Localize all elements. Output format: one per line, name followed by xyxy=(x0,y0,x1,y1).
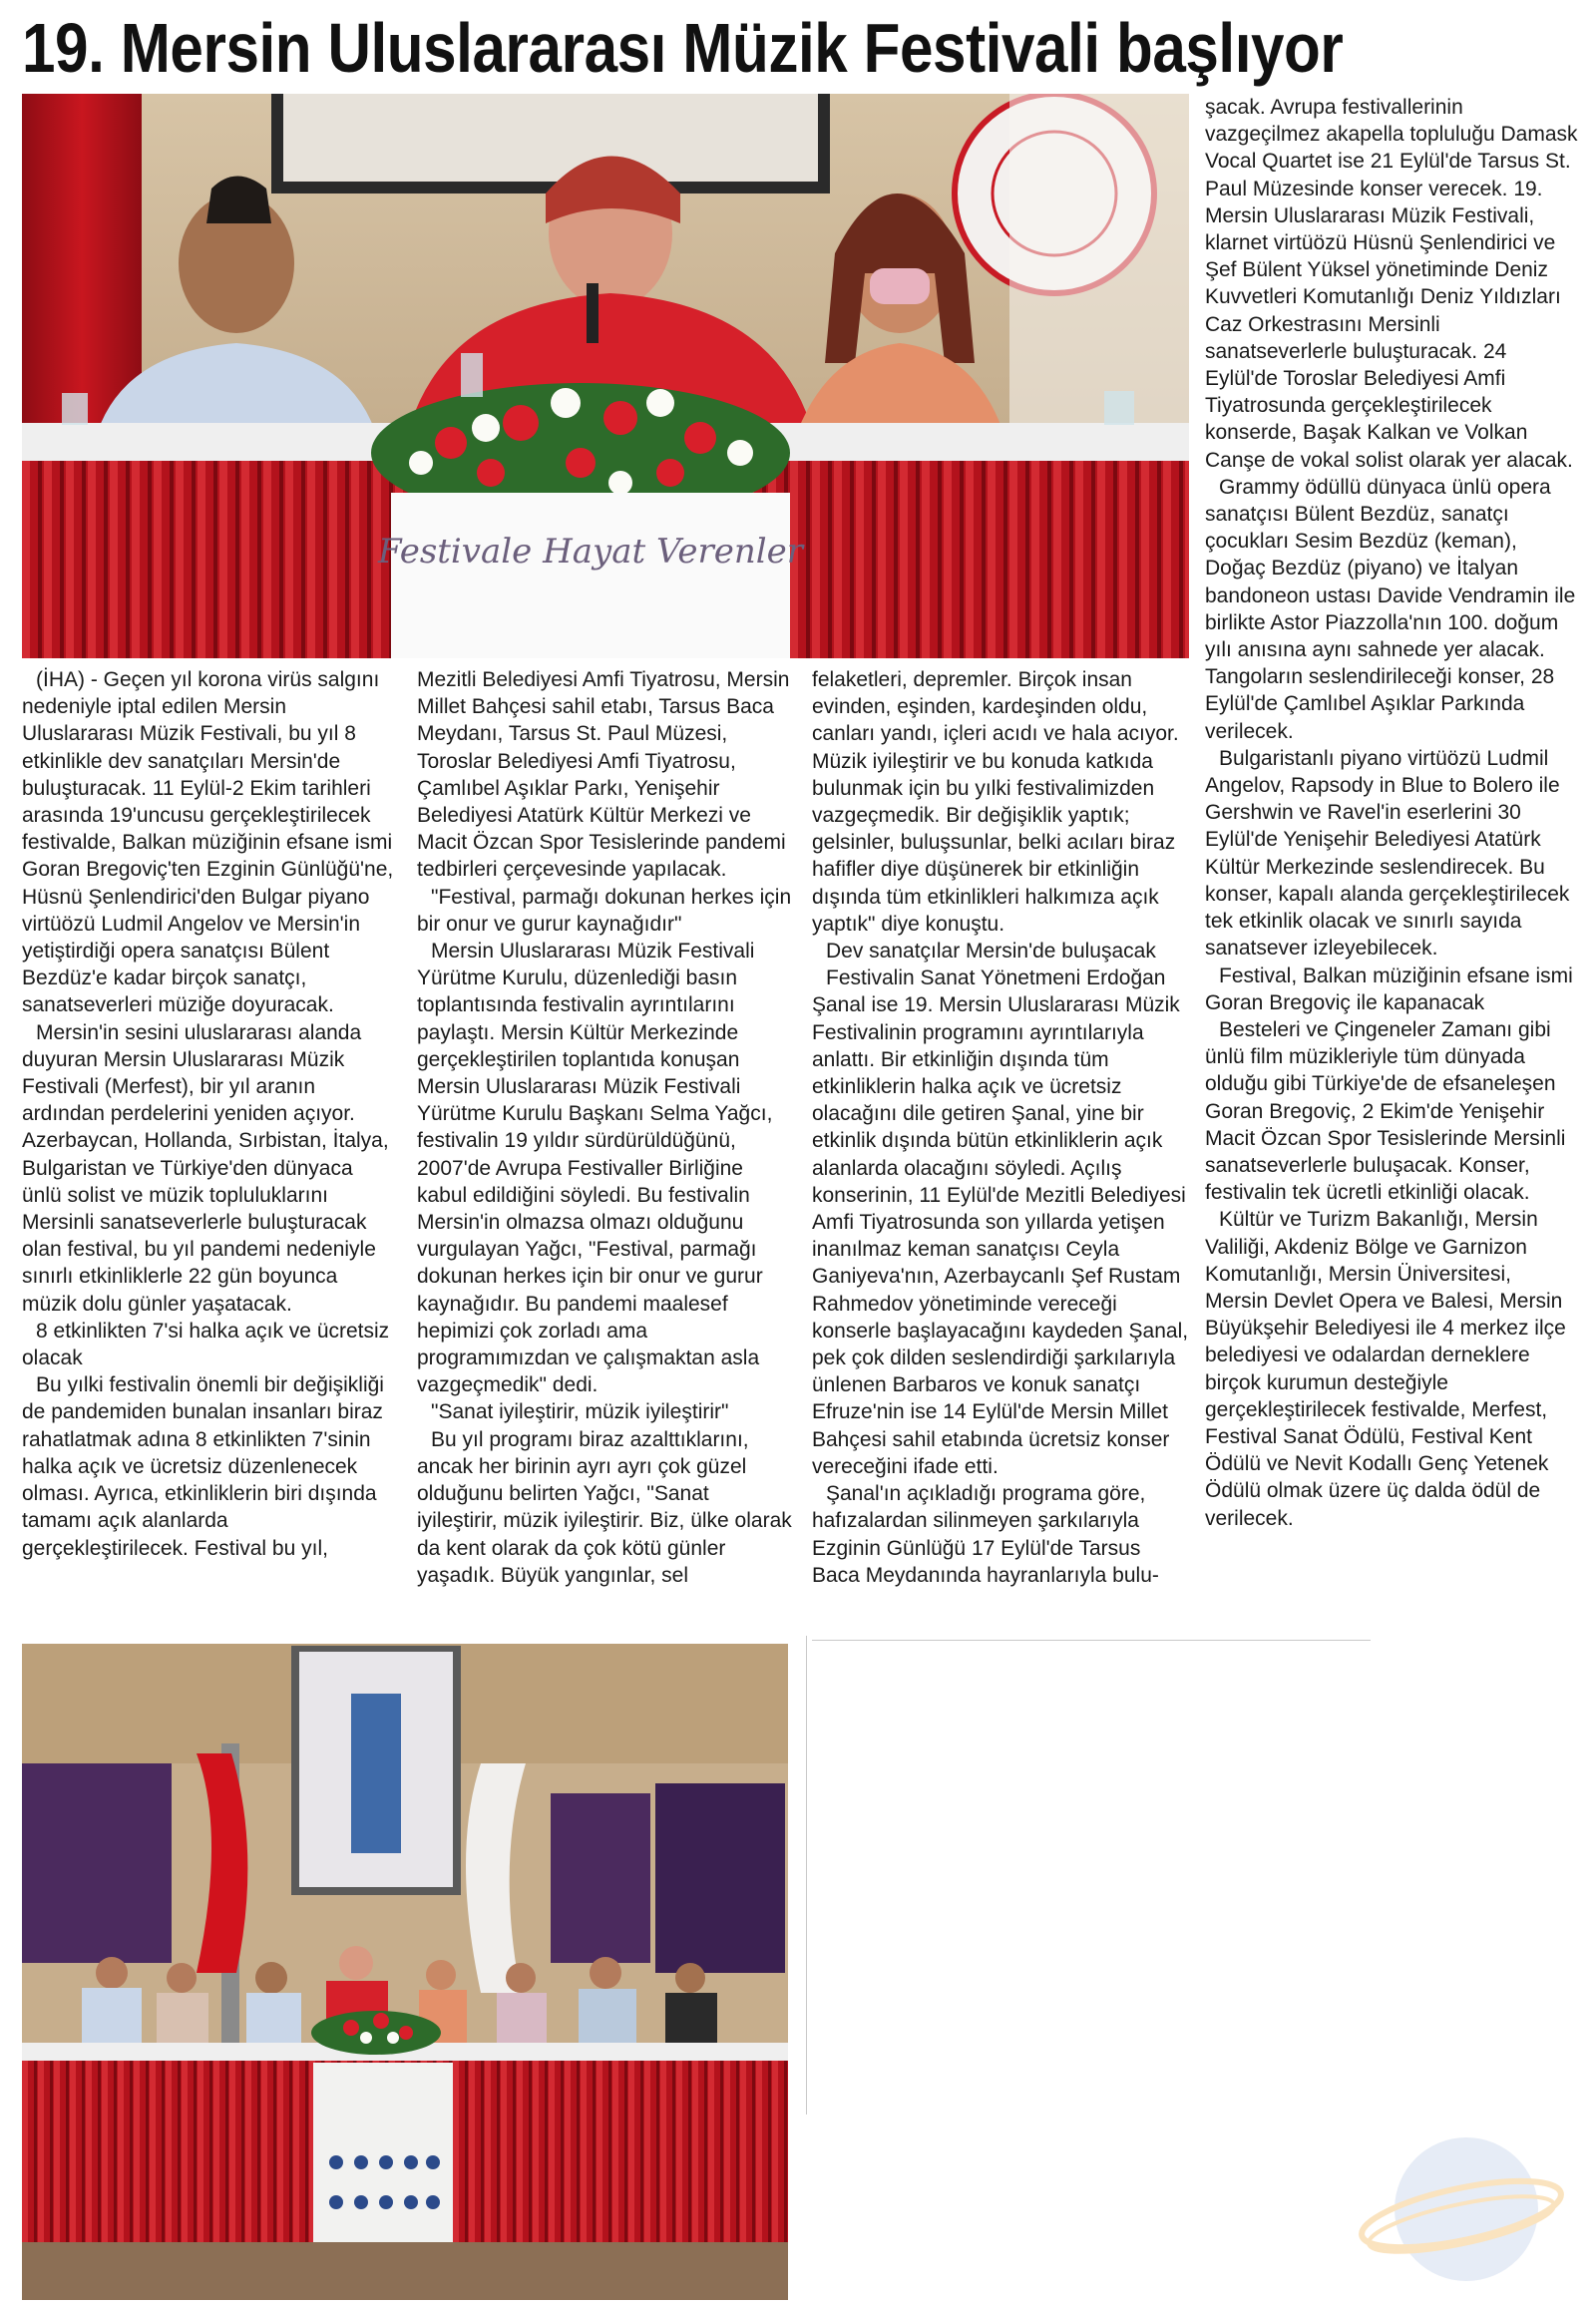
paragraph: Kültür ve Turizm Bakanlığı, Mersin Valiliği, Akdeniz Bölge ve Garnizon Komutanlığı, Mersin Üniversitesi, Mersin Devlet Opera ve Balesi, Mersin Büyükşehir Belediyesi ile 4 merkez ilçe belediyesi ve odalardan derneklere birçok kurumun desteğiyle gerçekleştirilecek festivalde, Merfest, Festival Sanat Ödülü, Festival Kent Ödülü ve Nevit Kodallı Genç Yetenek Ödülü olmak üzere üç dalda ödül de verilecek. xyxy=(1205,1208,1566,1530)
subheading: 8 etkinlikten 7'si halka açık ve ücretsiz olacak xyxy=(22,1319,390,1370)
paragraph: Bu yıl programı biraz azalttıklarını, ancak her birinin ayrı ayrı çok güzel olduğunu belirten Yağcı, "Sanat iyileştirir, müzik iyileştirir. Biz, ülke olarak da kent olarak da çok kötü günler yaşadık. Büyük yangınlar, sel xyxy=(417,1427,792,1587)
paragraph: Grammy ödüllü dünyaca ünlü opera sanatçısı Bülent Bezdüz, sanatçı çocukları Sesim Bezdüz (keman), Doğaç Bezdüz (piyano) ve İtalyan bandoneon ustası Davide Vendramin ile birlikte Astor Piazzolla'nın 100. doğum yılı anısına aynı sahnede yer alacak. Tangoların seslendirileceği konser, 28 Eylül'de Çamlıbel Aşıklar Parkında verilecek. xyxy=(1205,475,1576,743)
subheading: Festival, Balkan müziğinin efsane ismi Goran Bregoviç ile kapanacak xyxy=(1205,963,1573,1014)
paragraph: Besteleri ve Çingeneler Zamanı gibi ünlü film müzikleriyle tüm dünyada olduğu gibi Türkiye'de de efsaneleşen Goran Bregoviç, 2 Ekim'de Yenişehir Macit Özcan Spor Tesislerinde Mersinli sanatseverlerle buluşacak. Konser, festivalin tek ücretli etkinliği olacak. xyxy=(1205,1017,1566,1205)
paragraph: şacak. Avrupa festivallerinin vazgeçilmez akapella topluluğu Damask Vocal Quartet ise 21 Eylül'de Tarsus St. Paul Müzesinde konser verecek. 19. Mersin Uluslararası Müzik Festivali, klarnet virtüözü Hüsnü Şenlendirici ve Şef Bülent Yüksel yönetiminde Deniz Kuvvetleri Komutanlığı Deniz Yıldızları Caz Orkestrasını Mersinli sanatseverlerle buluşturacak. 24 Eylül'de Toroslar Belediyesi Amfi Tiyatrosunda gerçekleştirilecek konserde, Başak Kalkan ve Volkan Canşe de vokal solist olarak yer alacak. xyxy=(1205,96,1578,472)
panel-stage-photo xyxy=(22,1644,788,2300)
paragraph: (İHA) - Geçen yıl korona virüs salgını nedeniyle iptal edilen Mersin Uluslararası Müzik Festivali, bu yıl 8 etkinlikle dev sanatçıları Mersin'de buluşturacak. 11 Eylül-2 Ekim tarihleri arasında 19'uncusu gerçekleştirilecek festivalde, Balkan müziğinin efsane ismi Goran Bregoviç'ten Ezginin Günlüğü'ne, Hüsnü Şenlendirici'den Bulgar piyano virtüözü Ludmil Angelov ve Mersin'in yetiştirdiği opera sanatçısı Bülent Bezdüz'e kadar birçok sanatçı, sanatseverleri müziğe doyuracak. xyxy=(22,668,394,1017)
article-column-4 xyxy=(1205,94,1579,1638)
paragraph: Festivalin Sanat Yönetmeni Erdoğan Şanal ise 19. Mersin Uluslararası Müzik Festivalinin programını ayrıntılarıyla anlattı. Bir etkinliğin dışında tüm etkinliklerin halka açık ve ücretsiz olacağını dile getiren Şanal, yine bir etkinlik dışında bütün etkinliklerin açık alanlarda olacağını söyledi. Açılış konserinin, 11 Eylül'de Mezitli Belediyesi Amfi Tiyatrosunda son yıllarda yetişen inanılmaz keman sanatçısı Ceyla Ganiyeva'nın, Azerbaycanlı Şef Rustam Rahmedov yönetiminde vereceği konserle başlayacağını kaydeden Şanal, pek çok dilden seslendirdiği şarkılarıyla ünlenen Barbaros ve konuk sanatçı Efruze'nin ise 14 Eylül'de Mersin Millet Bahçesi sahil etabında ücretsiz konser vereceğini ifade etti. xyxy=(812,966,1189,1478)
subheading: "Sanat iyileştirir, müzik iyileştirir" xyxy=(431,1400,729,1424)
section-divider xyxy=(812,1640,1371,1641)
subheading: Dev sanatçılar Mersin'de buluşacak xyxy=(826,940,1156,963)
paragraph: Mersin'in sesini uluslararası alanda duyuran Mersin Uluslararası Müzik Festivali (Merfest), bir yıl aranın ardından perdelerini yeniden açıyor. Azerbaycan, Hollanda, Sırbistan, İtalya, Bulgaristan ve Türkiye'den dünyaca ünlü solist ve müzik topluluklarını Mersinli sanatseverlerle buluşturacak olan festival, bu yıl pandemi nedeniyle sınırlı etkinliklerle 22 gün boyunca müzik dolu günler yaşatacak. xyxy=(22,1020,389,1316)
subheading: "Festival, parmağı dokunan herkes için bir onur ve gurur kaynağıdır" xyxy=(417,885,792,936)
article-column-1 xyxy=(22,666,396,1638)
globe-watermark-icon xyxy=(1357,2115,1566,2294)
article-headline: 19. Mersin Uluslararası Müzik Festivali başlıyor xyxy=(22,9,1344,87)
paragraph: Şanal'ın açıkladığı programa göre, hafızalardan silinmeyen şarkılarıyla Ezginin Günlüğü 17 Eylül'de Tarsus Baca Meydanında hayranlarıyla bulu- xyxy=(812,1482,1159,1587)
article-column-2 xyxy=(417,666,792,1638)
paragraph: Bulgaristanlı piyano virtüözü Ludmil Angelov, Rapsody in Blue to Bolero ile Gershwin ve Ravel'in eserlerini 30 Eylül'de Yenişehir Belediyesi Atatürk Kültür Merkezinde seslendirecek. Bu konser, kapalı alanda gerçekleştirilecek tek etkinlik olacak ve sınırlı sayıda sanatsever izleyebilecek. xyxy=(1205,746,1570,961)
paragraph: felaketleri, depremler. Birçok insan evinden, eşinden, kardeşinden oldu, canları yandı, içleri acıdı ve hala acıyor. Müzik iyileştirir ve bu konuda katkıda bulunmak için bu yılki festivalimizden vazgeçmedik. Bir değişiklik yaptık; gelsinler, buluşsunlar, belki acıları biraz hafifler diye düşünerek bir etkinliğin dışında tüm etkinlikleri halkımıza açık yaptık" diye konuştu. xyxy=(812,668,1179,936)
column-divider xyxy=(806,1636,807,2115)
article-column-3 xyxy=(812,666,1189,1638)
press-conference-photo xyxy=(22,94,1189,658)
banner-text: Festivale Hayat Verenler xyxy=(377,532,804,572)
paragraph: Bu yılki festivalin önemli bir değişikliği de pandemiden bunalan insanları biraz rahatlatmak adına 8 etkinlikten 7'sinin halka açık ve ücretsiz düzenlenecek olması. Ayrıca, etkinliklerin biri dışında tamamı açık alanlarda gerçekleştirilecek. Festival bu yıl, xyxy=(22,1373,384,1560)
paragraph: Mersin Uluslararası Müzik Festivali Yürütme Kurulu, düzenlediği basın toplantısında festivalin ayrıntılarını paylaştı. Mersin Kültür Merkezinde gerçekleştirilen toplantıda konuşan Mersin Uluslararası Müzik Festivali Yürütme Kurulu Başkanı Selma Yağcı, festivalin 19 yıldır sürdürüldüğünü, 2007'de Avrupa Festivaller Birliğine kabul edildiğini söyledi. Bu festivalin Mersin'in olmazsa olmazı olduğunu vurgulayan Yağcı, "Festival, parmağı dokunan herkes için bir onur ve gurur kaynağıdır. Bu pandemi maalesef hepimizi çok zorladı ama programımızdan ve çalışmaktan asla vazgeçmedik" dedi. xyxy=(417,940,773,1397)
paragraph: Mezitli Belediyesi Amfi Tiyatrosu, Mersin Millet Bahçesi sahil etabı, Tarsus Baca Meydanı, Tarsus St. Paul Müzesi, Toroslar Belediyesi Amfi Tiyatrosu, Çamlıbel Aşıklar Parkı, Yenişehir Belediyesi Atatürk Kültür Merkezi ve Macit Özcan Spor Tesislerinde pandemi tedbirleri çerçevesinde yapılacak. xyxy=(417,668,790,882)
